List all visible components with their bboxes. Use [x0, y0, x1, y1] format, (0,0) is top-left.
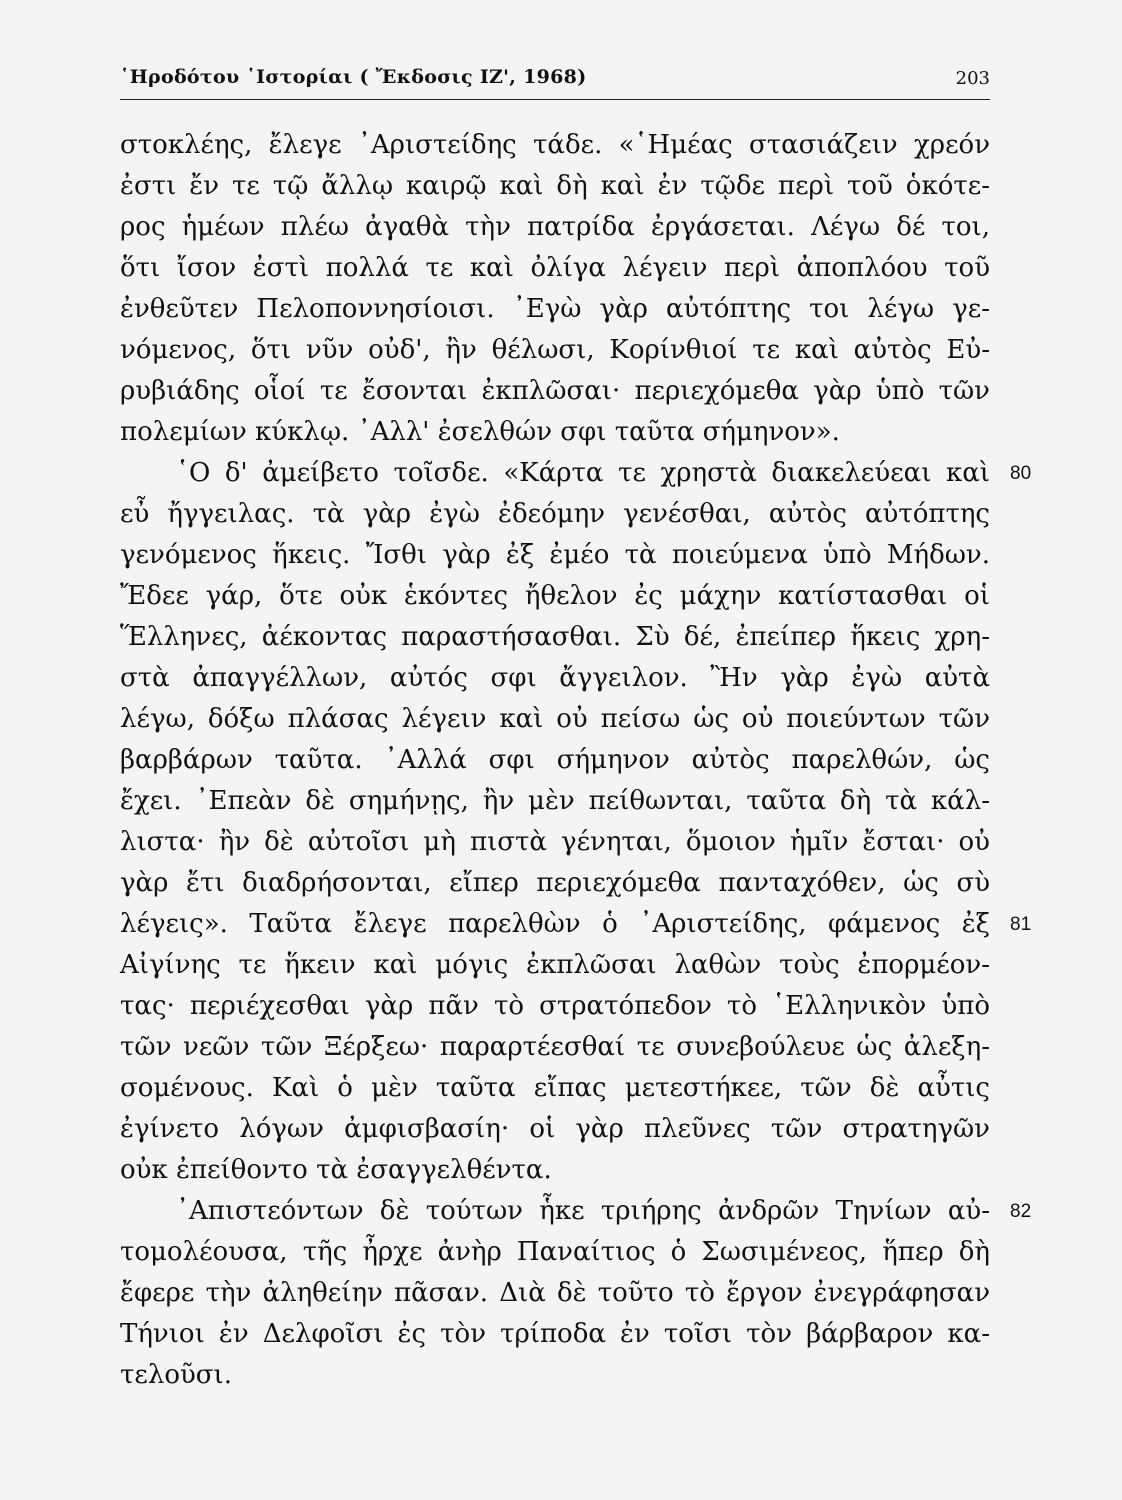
margin-chapter-number: 81 [1010, 914, 1032, 935]
text-line: Ἕλληνες, ἀέκοντας παραστήσασθαι. Σὺ δέ, ἐπείπερ ἥκεις χρη- [120, 622, 990, 652]
text-line: ἐγίνετο λόγων ἀμφισβασίη· οἱ γὰρ πλεῦνες τῶν στρατηγῶν [120, 1114, 990, 1144]
text-line: νόμενος, ὅτι νῦν οὐδ', ἢν θέλωσι, Κορίνθιοί τε καὶ αὐτὸς Εὐ- [120, 335, 990, 365]
text-line: τῶν νεῶν τῶν Ξέρξεω· παραρτέεσθαί τε συνεβούλευε ὡς ἀλεξη- [120, 1032, 990, 1062]
text-line: Τήνιοι ἐν Δελφοῖσι ἐς τὸν τρίποδα ἐν τοῖσι τὸν βάρβαρον κα- [120, 1319, 990, 1349]
header-rule [120, 99, 990, 100]
text-line: λιστα· ἢν δὲ αὐτοῖσι μὴ πιστὰ γένηται, ὅμοιον ἡμῖν ἔσται· οὐ [120, 827, 990, 857]
text-line: ἔφερε τὴν ἀληθείην πᾶσαν. Διὰ δὲ τοῦτο τὸ ἔργον ἐνεγράφησαν [120, 1278, 990, 1308]
text-line: λέγεις». Ταῦτα ἔλεγε παρελθὼν ὁ ᾿Αριστείδης, φάμενος ἐξ [120, 909, 990, 939]
text-line: γὰρ ἔτι διαδρήσονται, εἴπερ περιεχόμεθα πανταχόθεν, ὡς σὺ [120, 868, 990, 898]
running-head-title: ῾Ηροδότου ῾Ιστορίαι ( Ἔκδοσις ΙΖ', 1968) [120, 66, 587, 88]
text-line: ἐστι ἔν τε τῷ ἄλλῳ καιρῷ καὶ δὴ καὶ ἐν τῷδε περὶ τοῦ ὁκότε- [120, 171, 990, 201]
text-line: οὐκ ἐπείθοντο τὰ ἐσαγγελθέντα. [120, 1155, 552, 1185]
text-line: ᾿Απιστεόντων δὲ τούτων ἧκε τριήρης ἀνδρῶν Τηνίων αὐ- [176, 1196, 990, 1226]
text-line: στοκλέης, ἔλεγε ᾿Αριστείδης τάδε. «῾Ημέας στασιάζειν χρεόν [120, 130, 990, 160]
margin-chapter-number: 80 [1010, 463, 1032, 484]
text-line: ῾Ο δ' ἀμείβετο τοῖσδε. «Κάρτα τε χρηστὰ διακελεύεαι καὶ [176, 458, 990, 488]
text-line: γενόμενος ἥκεις. Ἴσθι γὰρ ἐξ ἐμέο τὰ ποιεύμενα ὑπὸ Μήδων. [120, 540, 990, 570]
text-line: σομένους. Καὶ ὁ μὲν ταῦτα εἴπας μετεστήκεε, τῶν δὲ αὖτις [120, 1073, 990, 1103]
text-line: στὰ ἀπαγγέλλων, αὐτός σφι ἄγγειλον. Ἢν γὰρ ἐγὼ αὐτὰ [120, 663, 990, 693]
text-line: ἔχει. ᾿Επεὰν δὲ σημήνῃς, ἢν μὲν πείθωνται, ταῦτα δὴ τὰ κάλ- [120, 786, 990, 816]
page-number: 203 [955, 68, 990, 89]
text-line: εὖ ἤγγειλας. τὰ γὰρ ἐγὼ ἐδεόμην γενέσθαι, αὐτὸς αὐτόπτης [120, 499, 990, 529]
text-line: βαρβάρων ταῦτα. ᾿Αλλά σφι σήμηνον αὐτὸς παρελθών, ὡς [120, 745, 990, 775]
text-line: ρυβιάδης οἷοί τε ἔσονται ἐκπλῶσαι· περιεχόμεθα γὰρ ὑπὸ τῶν [120, 376, 990, 406]
text-line: πολεμίων κύκλῳ. ᾿Αλλ' ἐσελθών σφι ταῦτα σήμηνον». [120, 417, 840, 447]
text-line: Αἰγίνης τε ἥκειν καὶ μόγις ἐκπλῶσαι λαθὼν τοὺς ἐπορμέον- [120, 950, 990, 980]
text-line: ὅτι ἴσον ἐστὶ πολλά τε καὶ ὀλίγα λέγειν περὶ ἀποπλόου τοῦ [120, 253, 990, 283]
text-line: ρος ἡμέων πλέω ἀγαθὰ τὴν πατρίδα ἐργάσεται. Λέγω δέ τοι, [120, 212, 990, 242]
margin-chapter-number: 82 [1010, 1201, 1032, 1222]
running-head [120, 64, 990, 94]
text-line: Ἔδεε γάρ, ὅτε οὐκ ἑκόντες ἤθελον ἐς μάχην κατίστασθαι οἱ [120, 581, 990, 611]
text-line: λέγω, δόξω πλάσας λέγειν καὶ οὐ πείσω ὡς οὐ ποιεύντων τῶν [120, 704, 990, 734]
text-body [120, 125, 1000, 1396]
text-line: τας· περιέχεσθαι γὰρ πᾶν τὸ στρατόπεδον τὸ ῾Ελληνικὸν ὑπὸ [120, 991, 990, 1021]
text-line: τομολέουσα, τῆς ἦρχε ἀνὴρ Παναίτιος ὁ Σωσιμένεος, ἥπερ δὴ [120, 1237, 990, 1267]
text-line: τελοῦσι. [120, 1360, 232, 1390]
text-line: ἐνθεῦτεν Πελοποννησίοισι. ᾿Εγὼ γὰρ αὐτόπτης τοι λέγω γε- [120, 294, 990, 324]
